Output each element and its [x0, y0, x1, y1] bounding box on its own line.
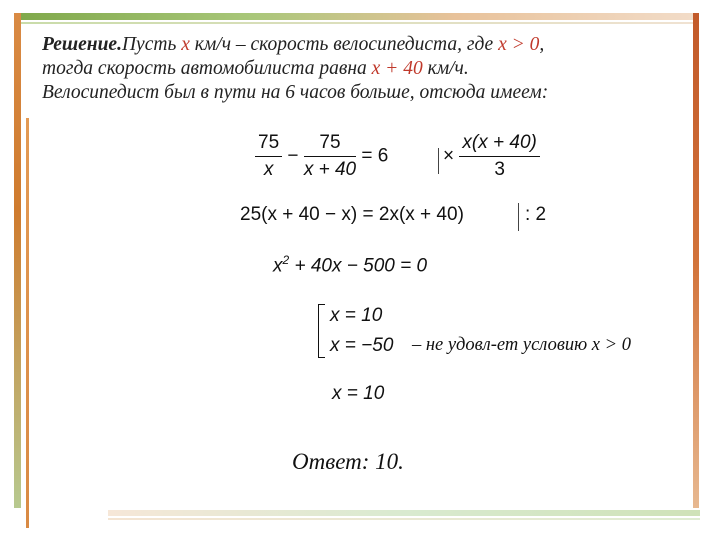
- numerator: 75: [304, 132, 356, 157]
- root-1: x = 10: [330, 305, 383, 326]
- multiplier-fraction: [459, 132, 539, 181]
- condition: x > 0: [498, 34, 540, 55]
- frame-top-line: [14, 22, 694, 24]
- final-root: x = 10: [332, 383, 385, 404]
- equation-3: [273, 253, 427, 277]
- frame-bottom-bar: [108, 510, 700, 516]
- denominator: 3: [494, 159, 505, 180]
- intro-text: км/ч.: [422, 58, 469, 79]
- frame-top-bar: [14, 13, 694, 20]
- intro-line-3: Велосипедист был в пути на 6 часов больше, отсюда имеем:: [42, 82, 549, 103]
- intro-line-1: [42, 33, 692, 57]
- roots-bracket: [318, 304, 325, 358]
- equation-2: 25(x + 40 − x) = 2x(x + 40): [240, 204, 464, 225]
- frame-left-bar: [14, 13, 21, 508]
- intro-text: км/ч – скорость велосипедиста, где: [189, 34, 499, 55]
- intro-text: Пусть: [121, 34, 182, 55]
- times-sign: ×: [443, 145, 455, 167]
- frame-bottom-line: [108, 518, 700, 520]
- frame-right-bar: [693, 13, 699, 508]
- answer: Ответ: 10.: [292, 449, 404, 474]
- problem-intro: [42, 33, 692, 105]
- denominator: x: [263, 159, 274, 180]
- minus-sign: −: [287, 145, 299, 167]
- intro-text: тогда скорость автомобилиста равна: [42, 58, 372, 79]
- variable-x: x: [181, 34, 190, 55]
- fraction-75-over-x-plus-40: [304, 132, 356, 181]
- numerator: x(x + 40): [459, 132, 539, 157]
- intro-line-2: [42, 57, 692, 81]
- multiplier-separator: [438, 148, 439, 174]
- root-2: x = −50: [330, 335, 394, 356]
- equation-1: [255, 132, 388, 181]
- multiplier: [443, 132, 540, 181]
- solution-label: Решение.: [42, 34, 122, 55]
- exponent: 2: [282, 253, 290, 267]
- fraction-75-over-x: [255, 132, 282, 181]
- root-rejection-note: – не удовл-ет условию x > 0: [412, 335, 631, 355]
- divisor: : 2: [525, 204, 547, 225]
- frame-left-line: [26, 118, 29, 528]
- denominator: x + 40: [303, 159, 357, 180]
- numerator: 75: [255, 132, 282, 157]
- car-speed-expr: x + 40: [371, 58, 423, 79]
- divisor-separator: [518, 203, 519, 231]
- equals-six: = 6: [361, 145, 389, 167]
- equation-rest: + 40x − 500 = 0: [289, 255, 428, 277]
- intro-text: ,: [539, 34, 545, 55]
- base: x: [273, 255, 283, 277]
